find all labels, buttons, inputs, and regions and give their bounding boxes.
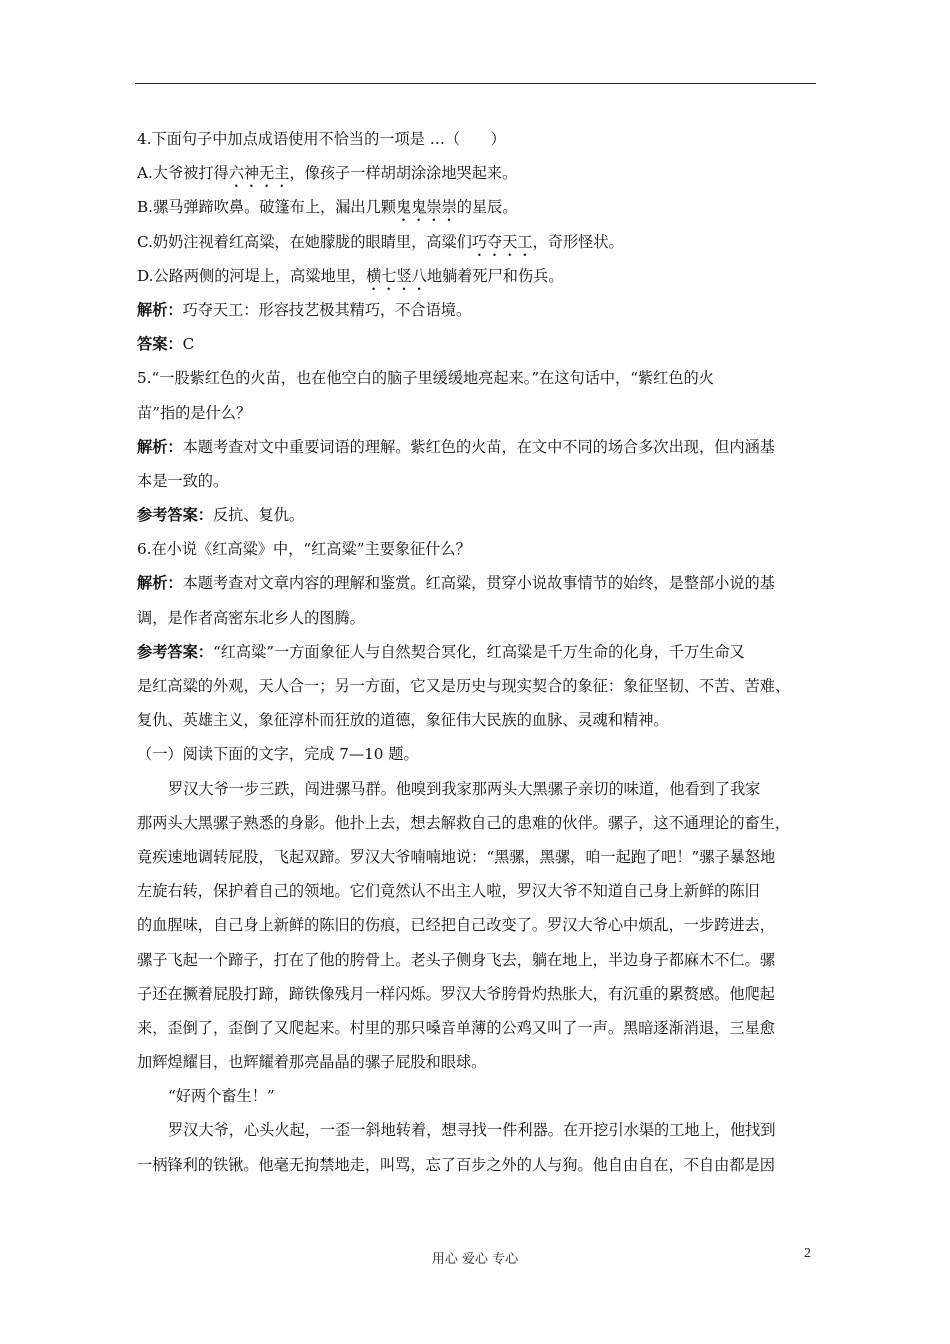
q6-analysis-cont: 调，是作者高密东北乡人的图腾。 [137,608,365,627]
passage-line: 罗汉大爷一步三跌，闯进骡马群。他嗅到我家那两头大黑骡子亲切的味道，他看到了我家 [168,779,761,798]
q4-analysis-text: 巧夺天工：形容技艺极其精巧，不合语境。 [182,300,472,319]
page-footer: 用心 爱心 专心 [431,1252,519,1267]
passage-line: 那两头大黑骡子熟悉的身影。他扑上去，想去解救自己的患难的伙伴。骡子，这不通理论的畜生， [137,813,791,832]
passage-dialogue: “好两个畜生！” [168,1087,275,1106]
question-4: 4.下面句子中加点成语使用不恰当的一项是 …（ ） [137,130,506,148]
option-b-text: B.骡马弹蹄吹鼻。破篷布上，漏出几颗 [137,198,396,217]
analysis-label: 解析： [137,574,183,593]
option-c-text: C.奶奶注视着红高粱，在她朦胧的眼睛里，高粱们 [137,232,472,251]
option-c-text-end: ，奇形怪状。 [532,232,624,251]
q4-analysis [137,293,817,327]
option-b [137,190,817,224]
answer-label: 答案： [137,335,183,354]
q5-analysis [137,430,817,464]
option-d-idiom: 横七竖八 [366,266,427,285]
analysis-label: 解析： [137,437,183,456]
q6-ref-answer-cont-2: 复仇、英雄主义，象征淳朴而狂放的道德，象征伟大民族的血脉、灵魂和精神。 [137,711,669,730]
question-5-cont: 苗”指的是什么？ [137,403,252,422]
q5-analysis-text: 本题考查对文中重要词语的理解。紫红色的火苗，在文中不同的场合多次出现，但内涵基 [182,437,775,456]
passage-line: 的血腥味，自己身上新鲜的陈旧的伤痕，已经把自己改变了。罗汉大爷心中烦乱，一步跨进去， [137,916,775,935]
q6-analysis-text: 本题考查对文章内容的理解和鉴赏。红高粱，贯穿小说故事情节的始终，是整部小说的基 [182,574,775,593]
option-a-idiom: 六神无主 [228,164,290,183]
option-d [137,259,817,293]
passage-line: 加辉煌耀目，也辉耀着那亮晶晶的骡子屁股和眼球。 [137,1053,487,1072]
passage-line: 左旋右转，保护着自己的领地。它们竟然认不出主人啦，罗汉大爷不知道自己身上新鲜的陈旧 [137,882,760,901]
passage-line: 一柄锋利的铁锹。他毫无拘禁地走，叫骂，忘了百步之外的人与狗。他自由自在，不自由都是因 [137,1155,775,1174]
option-a-text: A.大爷被打得 [137,164,229,183]
passage-line: 来，歪倒了，歪倒了又爬起来。村里的那只嗓音单薄的公鸡又叫了一声。黑暗逐渐消退，三星愈 [137,1018,775,1037]
passage-line: 子还在撅着屁股打蹄，蹄铁像残月一样闪烁。罗汉大爷胯骨灼热胀大，有沉重的累赘感。他爬起 [137,984,775,1003]
q6-analysis [137,566,817,600]
option-c [137,225,817,259]
option-b-idiom: 鬼鬼崇崇 [396,198,457,217]
q5-analysis-cont: 本是一致的。 [137,471,229,490]
option-a-text-end: ，像孩子一样胡胡涂涂地哭起来。 [289,164,518,183]
q5-ref-answer [137,498,817,532]
passage-line: 竟疾速地调转屁股，飞起双蹄。罗汉大爷喃喃地说：“黑骡，黑骡，咱一起跑了吧！”骡子暴怒地 [137,847,776,866]
header-rule [135,83,816,84]
q4-answer [137,327,817,361]
option-b-text-end: 的星辰。 [456,198,518,217]
ref-answer-label: 参考答案： [137,506,213,525]
question-6: 6.在小说《红高粱》中，“红高粱”主要象征什么？ [137,540,471,559]
passage-line: 骡子飞起一个蹄子，打在了他的胯骨上。老头子侧身飞去，躺在地上，半边身子都麻木不仁。骡 [137,950,775,969]
question-5: 5.“一股紫红色的火苗，也在他空白的脑子里缓缓地亮起来。”在这句话中，“紫红色的火 [137,369,714,388]
ref-answer-label: 参考答案： [137,642,213,661]
option-c-idiom: 巧夺天工 [471,232,533,251]
option-d-text-end: 地躺着死尸和伤兵。 [426,266,564,285]
page-number: 2 [804,1246,811,1261]
option-a [137,156,817,190]
q5-ref-answer-text: 反抗、复仇。 [212,506,305,525]
q6-ref-answer-cont-1: 是红高粱的外观，天人合一；另一方面，它又是历史与现实契合的象征：象征坚韧、不苦、苦难、 [137,677,791,695]
q6-ref-answer-text: “红高粱”一方面象征人与自然契合冥化，红高粱是千万生命的化身，千万生命又 [212,642,745,661]
passage-line: 罗汉大爷，心头火起，一歪一斜地转着，想寻找一件利器。在开挖引水渠的工地上，他找到 [168,1121,776,1140]
q4-answer-text: C [182,335,195,354]
reading-section-heading: （一）阅读下面的文字，完成 7—10 题。 [137,745,419,764]
analysis-label: 解析： [137,300,183,319]
option-d-text: D.公路两侧的河堤上，高粱地里， [137,266,367,285]
q6-ref-answer [137,635,817,669]
page-body [137,122,817,1182]
